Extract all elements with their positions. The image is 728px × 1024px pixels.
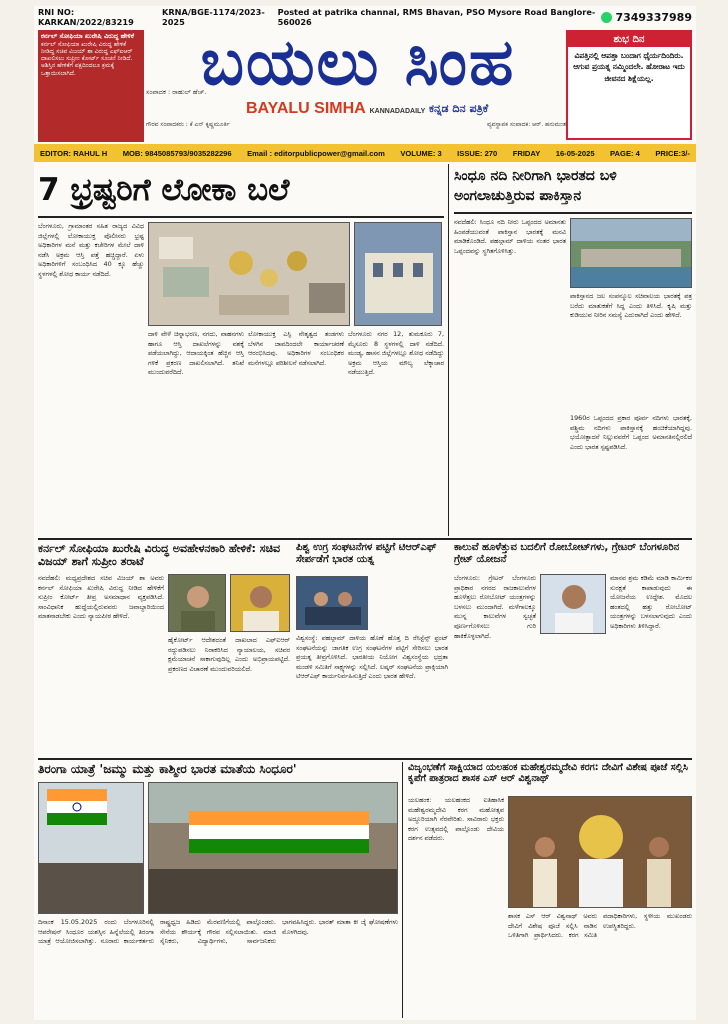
yelahanka-col-2: ಶಾಸಕ ಎಸ್ ಆರ್ ವಿಶ್ವನಾಥ್ ಅವರು ದೇವಿಗೆ ವಿಶೇಷ ಪೂಜೆ ಸಲ್ಲಿಸಿ ನಾಡಿನ ಒಳಿತಿಗಾಗಿ ಪ್ರಾರ್ಥಿಸಿದರು. ಕರಗ ಸಮಿತಿ ಪದಾಧಿಕಾರಿಗಳು, ಸ್ಥಳೀಯ ಮುಖಂಡರು ಉಪಸ್ಥಿತರಿದ್ದರು. — [508, 912, 692, 940]
info-price: PRICE:3/- — [655, 148, 690, 158]
logo-english — [246, 100, 425, 118]
dam-illustration — [571, 219, 692, 288]
lokayukta-office-photo — [354, 222, 442, 326]
notice-headline: ಕರ್ನಲ್ ಸೋಫಿಯಾ ಖುರೇಷಿ ವಿರುದ್ಧ ಹೇಳಿಕೆ — [41, 32, 135, 40]
logo-english-tag: KANNADADAILY — [369, 108, 426, 115]
trf-col: ವಿಶ್ವಸಂಸ್ಥೆ: ಪಹಲ್ಗಾಮ್ ದಾಳಿಯ ಹೊಣೆ ಹೊತ್ತ ದಿ ರೆಸಿಸ್ಟೆನ್ಸ್ ಫ್ರಂಟ್ ಸಂಘಟನೆಯನ್ನು ಜಾಗತಿಕ ಉಗ್ರ ಸಂಘಟನೆಗಳ ಪಟ್ಟಿಗೆ ಸೇರಿಸಲು ಭಾರತ ಪ್ರಯತ್ನ ತೀವ್ರಗೊಳಿಸಿದೆ. ಭಾರತೀಯ ನಿಯೋಗ ವಿಶ್ವಸಂಸ್ಥೆಯ ಭದ್ರತಾ ಮಂಡಳಿ ಸಮಿತಿಗೆ ಸಾಕ್ಷ್ಯಗಳನ್ನು ಸಲ್ಲಿಸಿದೆ. ಲಷ್ಕರ್ ಸಂಘಟನೆಯ ಪ್ರಾಕ್ಸಿಯಾಗಿ ಟಿಆರ್‌ಎಫ್ ಕಾರ್ಯನಿರ್ವಹಿಸುತ್ತಿದೆ ಎಂದು ಭಾರತ ಹೇಳಿದೆ. — [296, 634, 448, 681]
indus-col-3: 1960ರ ಒಪ್ಪಂದದ ಪ್ರಕಾರ ಪೂರ್ವ ನದಿಗಳು ಭಾರತಕ್ಕೆ, ಪಶ್ಚಿಮ ನದಿಗಳು ಪಾಕಿಸ್ತಾನಕ್ಕೆ ಹಂಚಿಕೆಯಾಗಿದ್ದವು. ಭಯೋತ್ಪಾದನೆ ನಿಲ್ಲುವವರೆಗೆ ಒಪ್ಪಂದ ಅಮಾನತಿನಲ್ಲಿರಲಿದೆ ಎಂದು ಭಾರತ ಸ್ಪಷ್ಟಪಡಿಸಿದೆ. — [570, 414, 692, 451]
minister-photo — [230, 574, 290, 632]
colonel-col-2: ಹೈಕೋರ್ಟ್ ಆದೇಶದಂತೆ ದಾಖಲಾದ ಎಫ್‌ಐಆರ್ ರದ್ದುಪಡಿಸಲು ನಿರಾಕರಿಸಿದ ನ್ಯಾಯಾಲಯ, ಸಚಿವರ ಕ್ಷಮೆಯಾಚನೆ ಸಾಕಾಗುವುದಿಲ್ಲ ಎಂದು ಅಭಿಪ್ರಾಯಪಟ್ಟಿದೆ. ಪ್ರಕರಣದ ವಿಚಾರಣೆ ಮುಂದುವರಿಯಲಿದೆ. — [168, 636, 290, 673]
headline-tiranga: ತಿರಂಗಾ ಯಾತ್ರೆ 'ಜಮ್ಮು ಮತ್ತು ಕಾಶ್ಮೀರ ಭಾರತ ಮಾತೆಯ ಸಿಂಧೂರ' — [38, 762, 297, 776]
bengaluru-col-1: ಬೆಂಗಳೂರು: ಗ್ರೇಟರ್ ಬೆಂಗಳೂರು ಪ್ರಾಧಿಕಾರ ನಗರದ ರಾಜಕಾಲುವೆಗಳ ಹೂಳೆತ್ತಲು ರೋಬೋಟ್ ಯಂತ್ರಗಳನ್ನು ಬಳಸಲು ಮುಂದಾಗಿದೆ. ಮಳೆಗಾಲಕ್ಕೂ ಮುನ್ನ ಕಾಲುವೆಗಳ ಸ್ವಚ್ಛತೆ ಪೂರ್ಣಗೊಳಿಸಲು ಗುರಿ ಹಾಕಿಕೊಳ್ಳಲಾಗಿದೆ. — [454, 574, 536, 640]
newspaper-page — [34, 6, 696, 1020]
office-illustration — [355, 223, 442, 326]
info-issue: ISSUE: 270 — [457, 148, 498, 158]
notice-body: ಕರ್ನಲ್ ಸೋಫಿಯಾ ಖುರೇಷಿ ವಿರುದ್ಧ ಹೇಳಿಕೆ ನೀಡಿದ್ದ ಸಚಿವ ವಿಜಯ್ ಶಾ ವಿರುದ್ಧ ಎಫ್‌ಐಆರ್ ದಾಖಲಿಸಲು ಸುಪ್ರೀಂ ಕೋರ್ಟ್ ಸೂಚನೆ ನೀಡಿದೆ. ಅಶಿಸ್ತಿನ ಹೇಳಿಕೆಗೆ ಪಕ್ಷದಿಂದಲೂ ಕ್ರಮಕ್ಕೆ ಒತ್ತಾಯಿಸಲಾಗಿದೆ. — [41, 40, 133, 77]
bengaluru-col-2: ಮಾನವ ಶ್ರಮ ಕಡಿಮೆ ಮಾಡಿ ಕಾರ್ಮಿಕರ ಸುರಕ್ಷತೆ ಕಾಪಾಡುವುದು ಈ ಯೋಜನೆಯ ಉದ್ದೇಶ. ಮೊದಲ ಹಂತದಲ್ಲಿ ಹತ್ತು ರೋಬೋಟ್ ಯಂತ್ರಗಳನ್ನು ಬಳಸಲಾಗುವುದು ಎಂದು ಅಧಿಕಾರಿಗಳು ತಿಳಿಸಿದ್ದಾರೆ. — [610, 574, 692, 630]
section-divider — [38, 538, 692, 540]
headline-indus: ಸಿಂಧೂ ನದಿ ನೀರಿಗಾಗಿ ಭಾರತದ ಬಳಿ ಅಂಗಲಾಚುತ್ತಿರುವ ಪಾಕಿಸ್ತಾನ — [454, 168, 617, 204]
rni-number: RNI NO: KARKAN/2022/83219 — [38, 7, 134, 27]
masthead — [34, 28, 696, 144]
good-thought-box — [566, 30, 692, 140]
good-thought-text: ವಿಪತ್ತಿನಲ್ಲಿ ಆಪತ್ತಾ ಬಂದಾಗ ಧೈರ್ಯದಿಂದಿರು. ಆಗುವ ಪ್ರಯತ್ನ ನಮ್ಮಿಂದಲೇ. ಹೋರಾಟ ಇದು ಜೀವನದ ಶಿಕ್ಷೆಯಲ್ಲ. — [573, 51, 685, 83]
seized-items-illustration — [149, 223, 350, 326]
krna-number: KRNA/BGE-1174/2023-2025 — [162, 7, 265, 27]
info-editor: EDITOR: RAHUL H — [40, 148, 108, 158]
masthead-credits — [146, 121, 566, 129]
lokayukta-seized-items-photo — [148, 222, 350, 326]
flag-rally-photo-1 — [38, 782, 144, 914]
lokayukta-col-3: ಲೋಕಾಯುಕ್ತ ಎಸ್ಪಿ ನೇತೃತ್ವದ ತಂಡಗಳು ಬೆಳಗಿನ ಜಾವದಿಂದಲೇ ಕಾರ್ಯಾಚರಣೆ ಆರಂಭಿಸಿದವು. ಅಧಿಕಾರಿಗಳ ಸಂಬಂಧಿಕರ ಮನೆಗಳಲ್ಲೂ ಪರಿಶೀಲನೆ ನಡೆಸಲಾಗಿದೆ. — [248, 330, 344, 367]
headline-colonel: ಕರ್ನಲ್ ಸೋಫಿಯಾ ಖುರೇಷಿ ವಿರುದ್ಧ ಅವಹೇಳನಕಾರಿ ಹೇಳಿಕೆ: ಸಚಿವ ವಿಜಯ್ ಶಾಗೆ ಸುಪ್ರೀಂ ತರಾಟೆ — [38, 542, 281, 569]
karaga-festival-photo — [508, 796, 692, 908]
phone-number: 7349337989 — [615, 10, 692, 24]
indus-dam-photo — [570, 218, 692, 288]
kannada-daily-label: ಕನ್ನಡ ದಿನ ಪತ್ರಿಕೆ — [429, 102, 489, 115]
crowd-illustration — [149, 783, 398, 914]
divider — [38, 216, 444, 218]
headline-yelahanka: ವಿಜೃಂಭಣೆಗೆ ಸಾಕ್ಷಿಯಾದ ಯಲಹಂಕ ಮಹೇಶ್ವರಮ್ಮದೇವಿ ಕರಗ: ದೇವಿಗೆ ವಿಶೇಷ ಪೂಜೆ ಸಲ್ಲಿಸಿ ಕೃಪೆಗೆ ಪಾತ್ರರಾದ ಶಾಸಕ ಎಸ್ ಆರ್ ವಿಶ್ವನಾಥ್ — [408, 762, 688, 785]
minister-portrait — [231, 575, 290, 632]
lokayukta-col-2: ದಾಳಿ ವೇಳೆ ಚಿನ್ನಾಭರಣ, ನಗದು, ವಾಹನಗಳು ಹಾಗೂ ಆಸ್ತಿ ದಾಖಲೆಗಳನ್ನು ವಶಕ್ಕೆ ಪಡೆಯಲಾಗಿದ್ದು, ಆದಾಯಕ್ಕಿಂತ ಹೆಚ್ಚಿನ ಆಸ್ತಿ ಗಳಿಕೆ ಪ್ರಕರಣ ದಾಖಲಿಸಲಾಗಿದೆ. ತನಿಖೆ ಮುಂದುವರೆದಿದೆ. — [148, 330, 244, 377]
newspaper-logo: ಬಯಲು ಸಿಂಹ — [200, 26, 516, 100]
managing-editor: ವ್ಯವಸ್ಥಾಪಕ ಸಂಪಾದಕ: ಆರ್. ಹನುಮಂತ — [486, 121, 566, 128]
info-day: FRIDAY — [512, 148, 541, 158]
un-meeting-photo — [296, 576, 368, 630]
headline-bengaluru: ಕಾಲುವೆ ಹೂಳೆತ್ತುವ ಬದಲಿಗೆ ರೋಬೋಟ್‌ಗಳು, ಗ್ರೇಟರ್ ಬೆಂಗಳೂರಿನ ಗ್ರೇಟ್ ಯೋಜನೆ — [454, 542, 680, 565]
whatsapp-icon — [601, 12, 612, 23]
posted-at: Posted at patrika channal, RMS Bhavan, PSO Mysore Road Banglore-560026 — [277, 7, 596, 27]
logo-english-text: BAYALU SIMHA — [246, 100, 366, 117]
front-notice-box — [38, 30, 144, 142]
colonel-photo — [168, 574, 226, 632]
good-thought-title: ಶುಭ ದಿನ — [568, 32, 690, 47]
headline-trf: ಪಿಶ್ವ ಉಗ್ರ ಸಂಘಟನೆಗಳ ಪಟ್ಟಿಗೆ ಟಿಆರ್‌ಎಫ್ ಸೇರ್ಪಡೆಗೆ ಭಾರತ ಯತ್ನ — [296, 542, 437, 565]
flag-rally-photo-2 — [148, 782, 398, 914]
headline-lokayukta: 7 ಭ್ರಷ್ಟರಿಗೆ ಲೋಕಾ ಬಲೆ — [38, 172, 290, 208]
info-email: Email : editorpublicpower@gmail.com — [247, 148, 385, 158]
column-rule — [448, 164, 449, 536]
info-mobile: MOB: 9845085793/9035282296 — [122, 148, 232, 158]
registration-line — [34, 6, 696, 28]
meeting-illustration — [297, 577, 368, 630]
official-portrait — [541, 575, 606, 634]
flag-rally-illustration — [39, 783, 144, 914]
info-date: 16-05-2025 — [555, 148, 595, 158]
divider — [454, 212, 692, 214]
editor-name: ಸಂಪಾದಕ : ರಾಹುಲ್ ಹೆಚ್. — [146, 88, 207, 96]
yelahanka-col-1: ಯಲಹಂಕ: ಯಲಹಂಕದ ಐತಿಹಾಸಿಕ ಮಹೇಶ್ವರಮ್ಮದೇವಿ ಕರಗ ಮಹೋತ್ಸವ ಅದ್ದೂರಿಯಾಗಿ ನೆರವೇರಿತು. ಸಾವಿರಾರು ಭಕ್ತರು ಕರಗ ಉತ್ಸವದಲ್ಲಿ ಪಾಲ್ಗೊಂಡು ದೇವಿಯ ದರ್ಶನ ಪಡೆದರು. — [408, 796, 504, 843]
festival-illustration — [509, 797, 692, 908]
official-photo — [540, 574, 606, 634]
info-page: PAGE: 4 — [610, 148, 640, 158]
info-bar — [34, 144, 696, 162]
column-rule — [402, 762, 403, 1018]
whatsapp-contact — [601, 11, 692, 24]
section-divider — [38, 758, 692, 760]
colonel-col-1: ನವದೆಹಲಿ: ಮಧ್ಯಪ್ರದೇಶದ ಸಚಿವ ವಿಜಯ್ ಶಾ ಅವರು ಕರ್ನಲ್ ಸೋಫಿಯಾ ಖುರೇಷಿ ವಿರುದ್ಧ ನೀಡಿದ ಹೇಳಿಕೆಗೆ ಸುಪ್ರೀಂ ಕೋರ್ಟ್ ತೀವ್ರ ಅಸಮಾಧಾನ ವ್ಯಕ್ತಪಡಿಸಿದೆ. ಸಾಂವಿಧಾನಿಕ ಹುದ್ದೆಯಲ್ಲಿರುವವರು ಜವಾಬ್ದಾರಿಯಿಂದ ಮಾತನಾಡಬೇಕು ಎಂದು ನ್ಯಾಯಪೀಠ ಹೇಳಿದೆ. — [38, 574, 164, 621]
indus-col-2: ಪಾಕಿಸ್ತಾನದ ಜಲ ಸಂಪನ್ಮೂಲ ಸಚಿವಾಲಯ ಭಾರತಕ್ಕೆ ಪತ್ರ ಬರೆದು ಮಾತುಕತೆಗೆ ಸಿದ್ಧ ಎಂದು ತಿಳಿಸಿದೆ. ಕೃಷಿ ಮತ್ತು ಕುಡಿಯುವ ನೀರಿನ ಸಮಸ್ಯೆ ಎದುರಾಗಿದೆ ಎಂದು ಹೇಳಿದೆ. — [570, 292, 692, 320]
honorary-editor: ಗೌರವ ಸಂಪಾದಕರು : ಕೆ ಎನ್ ಕೃಷ್ಣಮೂರ್ತಿ — [146, 121, 230, 128]
officer-portrait — [169, 575, 226, 632]
tiranga-body: ದಿನಾಂಕ 15.05.2025 ರಂದು ಬೆಂಗಳೂರಿನಲ್ಲಿ ಆಪರೇಷನ್ ಸಿಂಧೂರ ಯಶಸ್ಸಿನ ಹಿನ್ನೆಲೆಯಲ್ಲಿ ತಿರಂಗಾ ಯಾತ್ರೆ ಆಯೋಜಿಸಲಾಗಿತ್ತು. ನೂರಾರು ಕಾರ್ಯಕರ್ತರು ರಾಷ್ಟ್ರಧ್ವಜ ಹಿಡಿದು ಮೆರವಣಿಗೆಯಲ್ಲಿ ಪಾಲ್ಗೊಂಡರು. ಸೇನೆಯ ಶೌರ್ಯಕ್ಕೆ ಗೌರವ ಸಲ್ಲಿಸಲಾಯಿತು. ಮಾಜಿ ಸೈನಿಕರು, ವಿದ್ಯಾರ್ಥಿಗಳು, ಸಾರ್ವಜನಿಕರು ಭಾಗವಹಿಸಿದ್ದರು. ಭಾರತ್ ಮಾತಾ ಕೀ ಜೈ ಘೋಷಣೆಗಳು ಮೊಳಗಿದವು. — [38, 918, 398, 946]
indus-col-1: ನವದೆಹಲಿ: ಸಿಂಧೂ ನದಿ ನೀರು ಒಪ್ಪಂದದ ಅಮಾನತು ಹಿಂಪಡೆಯುವಂತೆ ಪಾಕಿಸ್ತಾನ ಭಾರತಕ್ಕೆ ಮನವಿ ಮಾಡಿಕೊಂಡಿದೆ. ಪಹಲ್ಗಾಮ್ ದಾಳಿಯ ನಂತರ ಭಾರತ ಒಪ್ಪಂದವನ್ನು ಸ್ಥಗಿತಗೊಳಿಸಿತ್ತು. — [454, 218, 566, 255]
lokayukta-col-4: ಬೆಂಗಳೂರು ನಗರ 12, ತುಮಕೂರು 7, ಮೈಸೂರು 8 ಸ್ಥಳಗಳಲ್ಲಿ ದಾಳಿ ನಡೆದಿದೆ. ಮಂಡ್ಯ, ಹಾಸನ ಜಿಲ್ಲೆಗಳಲ್ಲೂ ಶೋಧ ನಡೆದಿದ್ದು ಅಕ್ರಮ ಆಸ್ತಿಯ ಮೌಲ್ಯ ಲೆಕ್ಕಾಚಾರ ನಡೆಯುತ್ತಿದೆ. — [348, 330, 444, 377]
lokayukta-col-1: ಬೆಂಗಳೂರು, ಗ್ರಾಮಾಂತರ ಸಹಿತ ರಾಜ್ಯದ ವಿವಿಧ ಜಿಲ್ಲೆಗಳಲ್ಲಿ ಲೋಕಾಯುಕ್ತ ಪೊಲೀಸರು ಭ್ರಷ್ಟ ಅಧಿಕಾರಿಗಳ ಮನೆ ಮತ್ತು ಕಚೇರಿಗಳ ಮೇಲೆ ದಾಳಿ ನಡೆಸಿ ಅಕ್ರಮ ಆಸ್ತಿ ಪತ್ತೆ ಹಚ್ಚಿದ್ದಾರೆ. ಏಳು ಅಧಿಕಾರಿಗಳಿಗೆ ಸಂಬಂಧಿಸಿದ 40 ಕ್ಕೂ ಹೆಚ್ಚು ಸ್ಥಳಗಳಲ್ಲಿ ಶೋಧ ಕಾರ್ಯ ನಡೆದಿದೆ. — [38, 222, 144, 278]
info-volume: VOLUME: 3 — [400, 148, 442, 158]
